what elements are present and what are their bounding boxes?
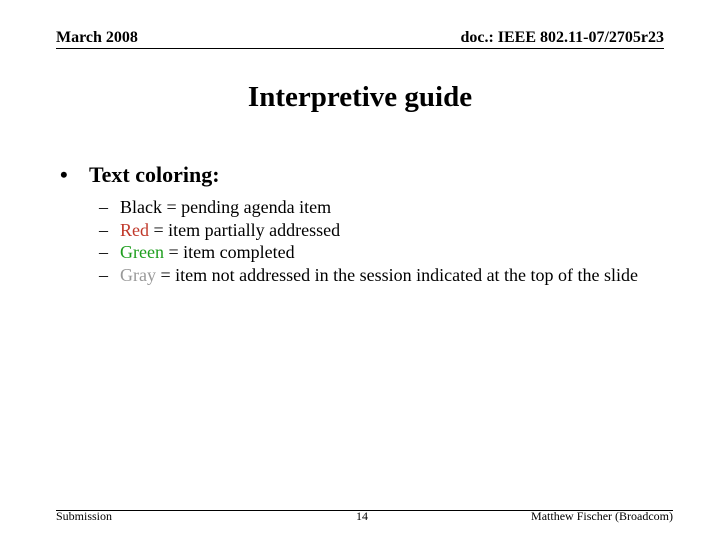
footer-author: Matthew Fischer (Broadcom) [531, 509, 673, 523]
bullet-text: Text coloring: [89, 162, 220, 187]
legend-description: = item partially addressed [149, 219, 341, 240]
dash-icon: – [99, 197, 108, 217]
page-number: 14 [356, 509, 368, 523]
legend-color-word: Black [120, 197, 162, 217]
dash-icon: – [99, 264, 108, 285]
legend-color-word: Green [120, 242, 164, 262]
header-divider [56, 48, 664, 49]
legend-description: = pending agenda item [162, 197, 332, 217]
legend-item-gray [99, 264, 679, 287]
legend-item-green [99, 241, 679, 264]
header-date: March 2008 [56, 29, 138, 46]
legend-color-word: Red [120, 219, 149, 240]
legend-description: = item not addressed in the session indicated at the top of the slide [155, 264, 639, 285]
footer-submission: Submission [56, 509, 113, 523]
header-doc-id: doc.: IEEE 802.11-07/2705r23 [460, 29, 664, 46]
dash-icon: – [99, 219, 108, 240]
bullet-icon: • [60, 162, 68, 187]
slide-title: Interpretive guide [247, 81, 473, 113]
dash-icon: – [99, 242, 108, 262]
legend-item-black [99, 196, 679, 219]
color-legend-list [99, 196, 679, 286]
main-bullet [60, 162, 220, 188]
legend-description: = item completed [163, 242, 295, 262]
legend-item-red [99, 219, 679, 242]
legend-color-word: Gray [120, 264, 156, 285]
